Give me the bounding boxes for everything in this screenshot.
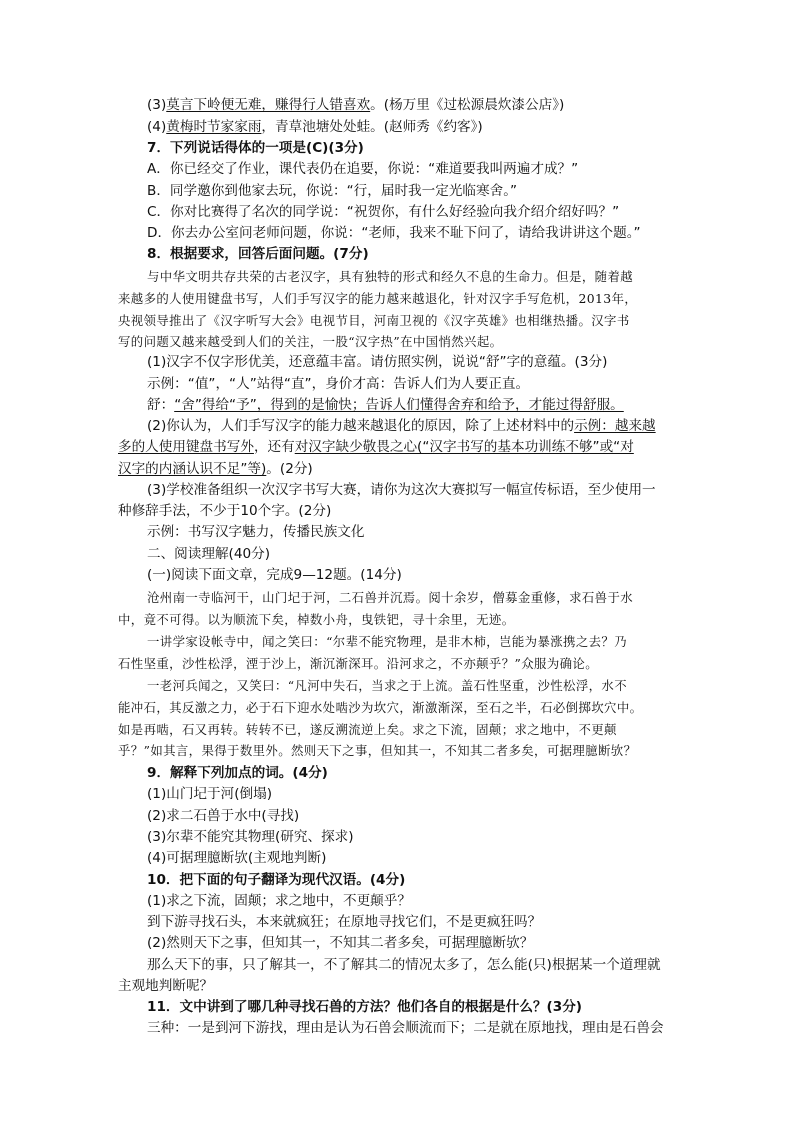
option-a: A．你已经交了作业，课代表仍在追要，你说：“难道要我叫两遍才成？” [147,161,579,177]
question-8-1: (1)汉字不仅字形优美，还意蕴丰富。请仿照实例，说说“舒”字的意蕴。(3分) [147,354,608,370]
passage-line-6: 能冲石，其反激之力，必于石下迎水处啮沙为坎穴，渐激渐深，至石之半，石必倒掷坎穴中。 [118,700,643,715]
poem-line-4: (4)黄梅时节家家雨，青草池塘处处蛙。(赵师秀《约客》) [147,119,483,135]
question-8-3: (3)学校准备组织一次汉字书写大赛，请你为这次大赛拟写一幅宣传标语，至少使用一 [147,482,656,498]
question-11: 11．文中讲到了哪几种寻找石兽的方法？他们各自的根据是什么？(3分) [147,999,583,1015]
material-line-4: 写的问题又越来越受到人们的关注，一股“汉字热”在中国悄然兴起。 [118,334,503,349]
answer-10-2-line-2: 主观地判断呢？ [118,978,214,994]
material-line-1: 与中华文明共存共荣的古老汉字，具有独特的形式和经久不息的生命力。但是，随着越 [147,269,634,284]
passage-line-5: 一老河兵闻之，又笑曰：“凡河中失石，当求之于上流。盖石性坚重，沙性松浮，水不 [147,678,627,693]
answer-8-2-line-2: 多的人使用键盘书写外，还有对汉字缺少敬畏之心(“汉字书写的基本功训练不够”或“对 [118,439,634,455]
passage-line-7: 如是再啮，石又再转。转转不已，遂反溯流逆上矣。求之下流，固颠；求之地中，不更颠 [118,722,617,737]
question-10: 10．把下面的句子翻译为现代汉语。(4分) [147,872,406,888]
answer-9-2: (2)求二石兽于水中(寻找) [147,808,300,824]
answer-8-2-line-3: 汉字的内涵认识不足”等)。(2分) [118,461,313,477]
question-10-1: (1)求之下流，固颠；求之地中，不更颠乎？ [147,893,411,909]
poem-line-3: (3)莫言下岭便无难，赚得行人错喜欢。(杨万里《过松源晨炊漆公店》) [147,97,565,113]
question-8: 8．根据要求，回答后面问题。(7分) [147,246,369,262]
material-line-2: 来越多的人使用键盘书写，人们手写汉字的能力越来越退化，针对汉字手写危机，2013年， [118,291,638,306]
question-9: 9．解释下列加点的词。(4分) [147,765,328,781]
answer-10-1: 到下游寻找石头，本来就疯狂；在原地寻找它们，不是更疯狂吗？ [147,914,542,930]
answer-10-2-line-1: 那么天下的事，只了解其一，不了解其二的情况太多了，怎么能(只)根据某一个道理就 [147,957,661,973]
material-line-3: 央视领导推出了《汉字听写大会》电视节目，河南卫视的《汉字英雄》也相继热播。汉字书 [118,313,630,328]
passage-line-4: 石性坚重，沙性松浮，湮于沙上，渐沉渐深耳。沿河求之，不亦颠乎？”众服为确论。 [118,656,598,671]
example-slogan: 示例：书写汉字魅力，传播民族文化 [147,524,365,540]
passage-line-2: 中，竟不可得。以为顺流下矣，棹数小舟，曳铁钯，寻十余里，无迹。 [118,612,515,627]
question-10-2: (2)然则天下之事，但知其一，不知其二者多矣，可据理臆断欤？ [147,935,534,951]
section-heading-reading: 二、阅读理解(40分) [147,546,271,562]
answer-9-4: (4)可据理臆断欤(主观地判断) [147,850,327,866]
answer-9-3: (3)尔辈不能究其物理(研究、探求) [147,829,354,845]
passage-instruction: (一)阅读下面文章，完成9—12题。(14分) [147,567,402,583]
question-7: 7．下列说话得体的一项是(C)(3分) [147,140,364,156]
example-zhi: 示例：“值”，“人”站得“直”，身价才高：告诉人们为人要正直。 [147,376,530,392]
option-c: C．你对比赛得了名次的同学说：“祝贺你，有什么好经验向我介绍介绍好吗？” [147,204,620,220]
answer-9-1: (1)山门圮于河(倒塌) [147,786,273,802]
question-8-3-line-2: 种修辞手法，不少于10个字。(2分) [118,503,332,519]
option-d: D．你去办公室问老师问题，你说：“老师，我来不耻下问了，请给我讲讲这个题。” [147,225,641,241]
answer-shu: 舒：“舍”得给“予”，得到的是愉快；告诉人们懂得舍弃和给予，才能过得舒服。 [147,397,624,413]
passage-line-1: 沧州南一寺临河干，山门圮于河，二石兽并沉焉。阅十余岁，僧募金重修，求石兽于水 [147,590,634,605]
option-b: B．同学邀你到他家去玩，你说：“行，届时我一定光临寒舍。” [147,183,518,199]
answer-11-line-1: 三种：一是到河下游找，理由是认为石兽会顺流而下；二是就在原地找，理由是石兽会 [147,1020,664,1036]
passage-line-3: 一讲学家设帐寺中，闻之笑曰：“尔辈不能究物理，是非木柿，岂能为暴涨携之去？乃 [147,634,627,649]
passage-line-8: 乎？”如其言，果得于数里外。然则天下之事，但知其一，不知其二者多矣，可据理臆断欤？ [118,743,637,758]
question-8-2: (2)你认为，人们手写汉字的能力越来越退化的原因，除了上述材料中的示例：越来越 [147,418,656,434]
